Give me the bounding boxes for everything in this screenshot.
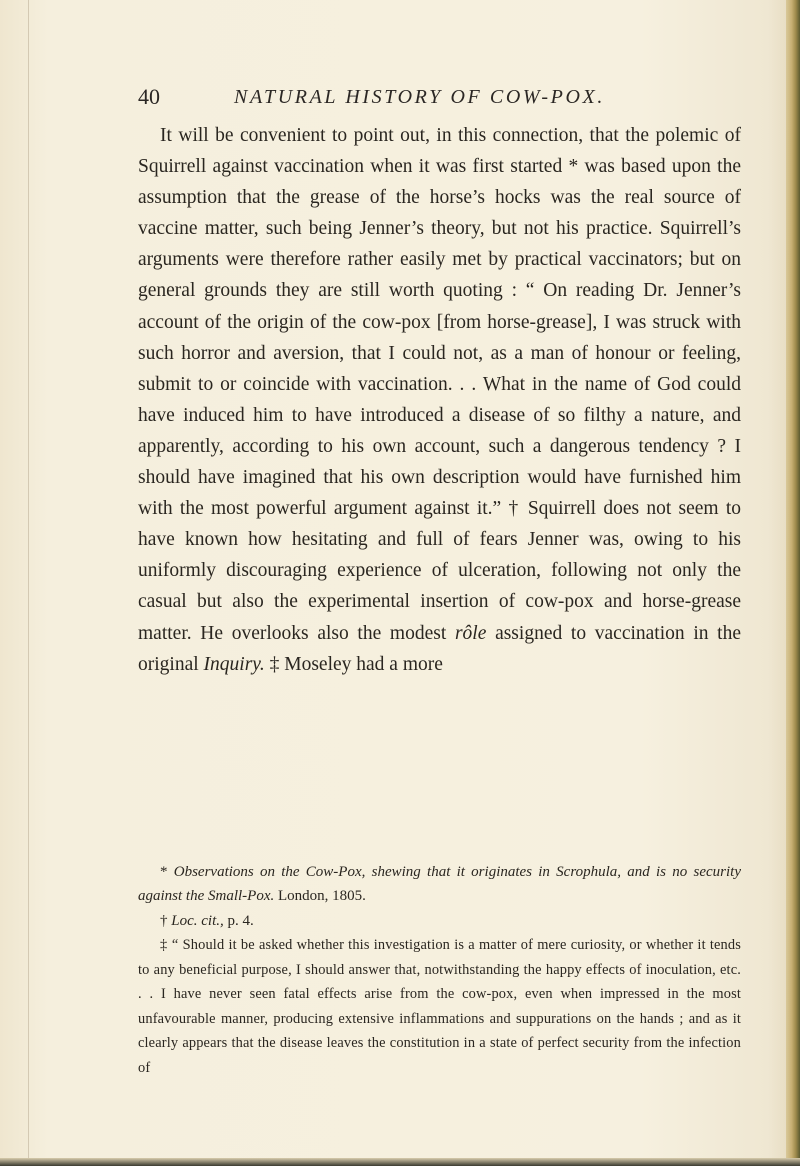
footnote-1-rest: London, 1805.	[274, 888, 366, 905]
running-head-title: NATURAL HISTORY OF COW-POX.	[234, 86, 605, 108]
footnote-2-rest: p. 4.	[223, 912, 254, 929]
footnote-1	[138, 860, 741, 909]
page-number: 40	[138, 84, 160, 109]
role-italic: rôle	[454, 622, 487, 644]
body-text-run: ‡ Moseley had a more	[264, 653, 443, 675]
footnotes	[138, 860, 741, 1080]
footnote-3: ‡ “ Should it be asked whether this investigation is a matter of mere curiosity, or whether it tends to any beneficial purpose, I should answer that, notwithstanding the happy effects of inoculation, etc. . . I have never seen fatal effects arise from the cow-pox, even when impressed in the most unfavourable manner, producing extensive inflammations and suppurations on the hands ; and as it clearly appears that the disease leaves the constitution in a state of perfect security from the infection of	[138, 937, 741, 1076]
footnote-2-title: Loc. cit.,	[171, 912, 224, 929]
footnote-marker: *	[160, 864, 174, 880]
body-text	[138, 120, 741, 680]
book-binding-edge	[786, 0, 800, 1166]
body-text-run: assigned to vaccination in the original	[138, 622, 742, 675]
page-edge-rule	[28, 0, 29, 1166]
footnote-1-title: Observations on the Cow-Pox, shewing that it originates in Scrophula, and is no security against the Small-Pox.	[138, 864, 741, 905]
body-text-run: It will be convenient to point out, in this connection, that the polemic of Squirrell against vaccination when it was first started * was based upon the assumption that the grease of the horse’s hocks was the real source of vaccine matter, such being Jenner’s theory, but not his practice. Squirrell’s arguments were therefore rather easily met by practical vaccinators; but on general grounds they are still worth quoting : “ On reading Dr. Jenner’s account of the origin of the cow-pox [from horse-grease], I was struck with such horror and aversion, that I could not, as a man of honour or feeling, submit to or coincide with vaccination. . . What in the name of God could have induced him to have introduced a disease of so filthy a nature, and apparently, according to his own account, such a dangerous tendency ? I should have imagined that his own description would have furnished him with the most powerful argument against it.” † Squirrell does not seem to have known how hesitating and full of fears Jenner was, owing to his uniformly discouraging experience of ulceration, following not only the casual but also the experimental insertion of cow-pox and horse-grease matter. He overlooks also the modest	[138, 125, 741, 644]
running-head	[138, 84, 658, 114]
body-paragraph	[138, 120, 741, 680]
inquiry-italic: Inquiry.	[203, 653, 265, 675]
footnote-2	[138, 909, 741, 933]
footnote-marker: †	[160, 912, 172, 929]
page-bottom-edge	[0, 1158, 800, 1166]
